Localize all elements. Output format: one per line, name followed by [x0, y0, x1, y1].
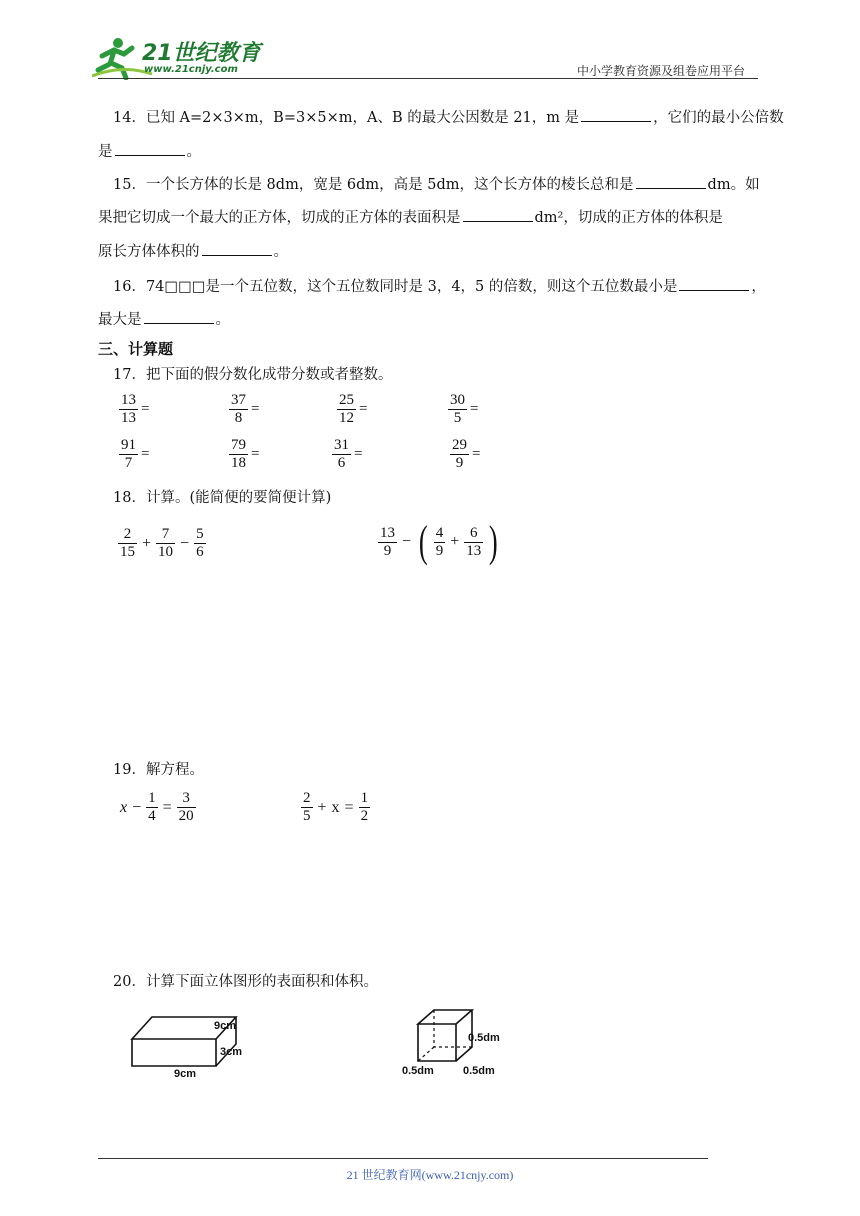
- cube-height-label: 0.5dm: [468, 1032, 500, 1044]
- q17-item: $\frac{25}{12}$ =: [339, 392, 368, 426]
- q14-blank-m[interactable]: [581, 106, 651, 122]
- fraction: $\frac{13}{13}$: [121, 392, 136, 426]
- fraction: $\frac{37}{8}$: [231, 392, 246, 426]
- q17-prompt: 17．把下面的假分数化成带分数或者整数。: [113, 367, 393, 383]
- header-rule: [98, 78, 758, 79]
- cuboid-height-label: 3cm: [220, 1046, 243, 1058]
- q19-prompt: 19．解方程。: [113, 762, 204, 778]
- q15-line1: 15．一个长方体的长是 8dm，宽是 6dm，高是 5dm，这个长方体的棱长总和是 dm。如: [113, 173, 760, 195]
- q14-blank-lcm[interactable]: [115, 140, 185, 156]
- fraction: $\frac{4}{9}$: [435, 524, 444, 559]
- q19-equation-1: x − $\frac{1}{4}$ = $\frac{3}{20}$: [120, 790, 194, 824]
- q17-item: $\frac{91}{7}$ =: [121, 437, 150, 471]
- q15-blank-area[interactable]: [463, 206, 533, 222]
- fraction: $\frac{2}{5}$: [303, 790, 311, 824]
- q14-line2: 是 。: [98, 140, 201, 162]
- q15-blank-ratio[interactable]: [202, 240, 272, 256]
- q17-item: $\frac{13}{13}$ =: [121, 392, 150, 426]
- fraction: $\frac{3}{20}$: [178, 790, 194, 824]
- right-paren: ): [489, 517, 498, 566]
- q17-item: $\frac{31}{6}$ =: [334, 437, 363, 471]
- q15-line3: 原长方体体积的 。: [98, 240, 288, 262]
- fraction: $\frac{1}{2}$: [360, 790, 369, 824]
- q16-line2: 最大是 。: [98, 308, 230, 330]
- q18-prompt: 18．计算。(能简便的要简便计算): [113, 490, 332, 506]
- cube-figure: [400, 1006, 520, 1086]
- cube-length-label: 0.5dm: [402, 1065, 434, 1077]
- platform-name: 中小学教育资源及组卷应用平台: [577, 64, 746, 78]
- logo-text: 21世纪教育: [142, 41, 261, 66]
- header-logo: [92, 34, 262, 80]
- fraction: $\frac{1}{4}$: [148, 790, 156, 824]
- q16-line1: 16．74□□□是一个五位数，这个五位数同时是 3，4，5 的倍数，则这个五位数最小是 ，: [113, 275, 766, 297]
- cuboid-figure: [128, 1010, 258, 1082]
- left-paren: (: [418, 517, 428, 566]
- cube-width-label: 0.5dm: [463, 1065, 495, 1077]
- q17-item: $\frac{37}{8}$ =: [231, 392, 260, 426]
- q19-equation-2: $\frac{2}{5}$ + x = $\frac{1}{2}$: [303, 790, 369, 824]
- cuboid-length-label: 9cm: [174, 1068, 197, 1080]
- fraction: $\frac{91}{7}$: [121, 437, 136, 471]
- footer-rule: [98, 1158, 708, 1159]
- fraction: $\frac{7}{10}$: [158, 526, 174, 560]
- q17-item: $\frac{79}{18}$ =: [231, 437, 260, 471]
- q17-item: $\frac{29}{9}$ =: [452, 437, 481, 471]
- fraction: $\frac{31}{6}$: [334, 437, 349, 471]
- footer-text: 21 世纪教育网(www.21cnjy.com): [346, 1168, 514, 1182]
- q18-expression-2: $\frac{13}{9}$ − ( $\frac{4}{9}$ + $\frac{6}{13}$ ): [380, 517, 498, 566]
- q18-expression-1: $\frac{2}{15}$ + $\frac{7}{10}$ − $\frac{5}{6}$: [120, 526, 204, 560]
- fraction: $\frac{25}{12}$: [339, 392, 354, 426]
- section-heading: 三、计算题: [98, 340, 174, 358]
- q15-blank-edges[interactable]: [636, 173, 706, 189]
- q15-line2: 果把它切成一个最大的正方体，切成的正方体的表面积是 dm²，切成的正方体的体积是: [98, 206, 723, 228]
- q20-prompt: 20．计算下面立体图形的表面积和体积。: [113, 974, 378, 990]
- q16-blank-min[interactable]: [679, 275, 749, 291]
- q14-line1: 14．已知 A=2×3×m，B=3×5×m，A、B 的最大公因数是 21，m 是 ，它们的最小公倍数: [113, 106, 784, 128]
- cuboid-depth-label: 9cm: [214, 1020, 237, 1032]
- logo-url: www.21cnjy.com: [144, 64, 238, 75]
- fraction: $\frac{79}{18}$: [231, 437, 246, 471]
- fraction: $\frac{13}{9}$: [380, 524, 395, 559]
- q17-item: $\frac{30}{5}$ =: [450, 392, 479, 426]
- fraction: $\frac{2}{15}$: [120, 526, 135, 560]
- fraction: $\frac{5}{6}$: [196, 526, 204, 560]
- fraction: $\frac{29}{9}$: [452, 437, 467, 471]
- q16-blank-max[interactable]: [144, 308, 214, 324]
- fraction: $\frac{30}{5}$: [450, 392, 465, 426]
- fraction: $\frac{6}{13}$: [466, 524, 482, 559]
